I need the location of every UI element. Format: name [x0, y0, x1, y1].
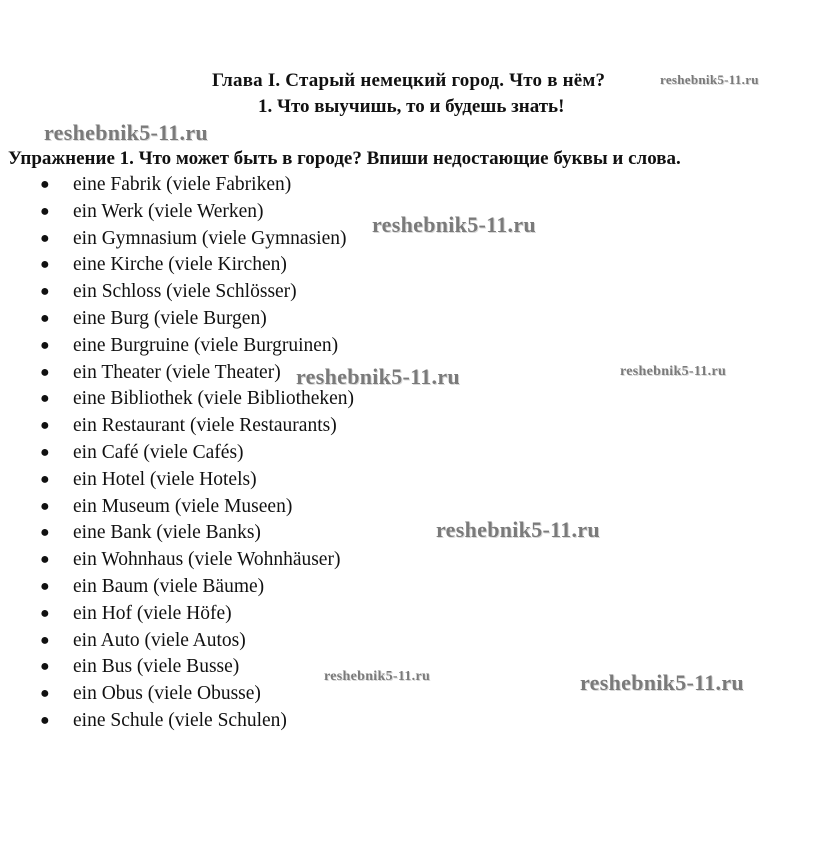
list-item-text: ein Wohnhaus (viele Wohnhäuser)	[73, 549, 341, 571]
watermark: reshebnik5-11.ru	[324, 669, 431, 684]
watermark: reshebnik5-11.ru	[436, 517, 600, 542]
list-item-text: eine Fabrik (viele Fabriken)	[73, 174, 292, 195]
section-title: 1. Что выучишь, то и будешь знать!	[258, 96, 565, 117]
bullet-dot-icon: ●	[40, 497, 50, 515]
bullet-dot-icon: ●	[40, 524, 50, 542]
list-item-text: ein Hotel (viele Hotels)	[73, 468, 257, 490]
bullet-dot-icon: ●	[40, 417, 50, 435]
list-item-text: eine Burg (viele Burgen)	[73, 307, 267, 329]
watermark: reshebnik5-11.ru	[620, 364, 727, 379]
bullet-dot-icon: ●	[40, 685, 50, 703]
bullet-dot-icon: ●	[40, 390, 50, 408]
list-item-text: ein Baum (viele Bäume)	[73, 575, 265, 597]
list-item-text: eine Burgruine (viele Burgruinen)	[73, 334, 339, 356]
watermark: reshebnik5-11.ru	[44, 120, 208, 145]
bullet-dot-icon: ●	[40, 443, 50, 461]
bullet-dot-icon: ●	[40, 283, 50, 301]
list-item-text: ein Obus (viele Obusse)	[73, 683, 261, 705]
list-item-text: eine Bibliothek (viele Bibliotheken)	[73, 388, 355, 410]
list-item-text: ein Schloss (viele Schlösser)	[73, 281, 297, 303]
bullet-dot-icon: ●	[40, 658, 50, 676]
list-item-text: ein Restaurant (viele Restaurants)	[73, 415, 337, 437]
bullet-dot-icon: ●	[40, 604, 50, 622]
list-item-text: ein Gymnasium (viele Gymnasien)	[73, 227, 347, 249]
list-item-text: ein Werk (viele Werken)	[73, 200, 264, 222]
bullet-dot-icon: ●	[40, 470, 50, 488]
list-item-text: ein Auto (viele Autos)	[73, 629, 246, 651]
list-item-text: ein Bus (viele Busse)	[73, 656, 240, 678]
bullet-dot-icon: ●	[40, 309, 50, 327]
chapter-title: Глава I. Старый немецкий город. Что в нём?	[212, 70, 606, 91]
list-item-text: eine Kirche (viele Kirchen)	[73, 254, 287, 276]
bullet-dot-icon: ●	[40, 336, 50, 354]
bullet-dot-icon: ●	[40, 176, 50, 193]
bullet-dot-icon: ●	[40, 202, 50, 220]
exercise-title: Упражнение 1. Что может быть в городе? Впиши недостающие буквы и слова.	[8, 148, 681, 169]
bullet-dot-icon: ●	[40, 551, 50, 569]
bullet-dot-icon: ●	[40, 363, 50, 381]
watermark: reshebnik5-11.ru	[580, 670, 744, 695]
bullet-dot-icon: ●	[40, 577, 50, 595]
list-item-text: eine Schule (viele Schulen)	[73, 709, 287, 731]
list-item-text: eine Bank (viele Banks)	[73, 522, 261, 544]
bullet-dot-icon: ●	[40, 631, 50, 649]
watermark: reshebnik5-11.ru	[296, 364, 460, 389]
bullet-dot-icon: ●	[40, 711, 50, 729]
watermark: reshebnik5-11.ru	[660, 72, 759, 87]
list-item-text: ein Museum (viele Museen)	[73, 495, 293, 517]
bullet-dot-icon: ●	[40, 229, 50, 247]
list-item-text: ein Hof (viele Höfe)	[73, 602, 232, 624]
list-item-text: ein Theater (viele Theater)	[73, 361, 281, 383]
list-item-text: ein Café (viele Cafés)	[73, 441, 244, 463]
bullet-dot-icon: ●	[40, 256, 50, 274]
watermark: reshebnik5-11.ru	[372, 212, 536, 237]
